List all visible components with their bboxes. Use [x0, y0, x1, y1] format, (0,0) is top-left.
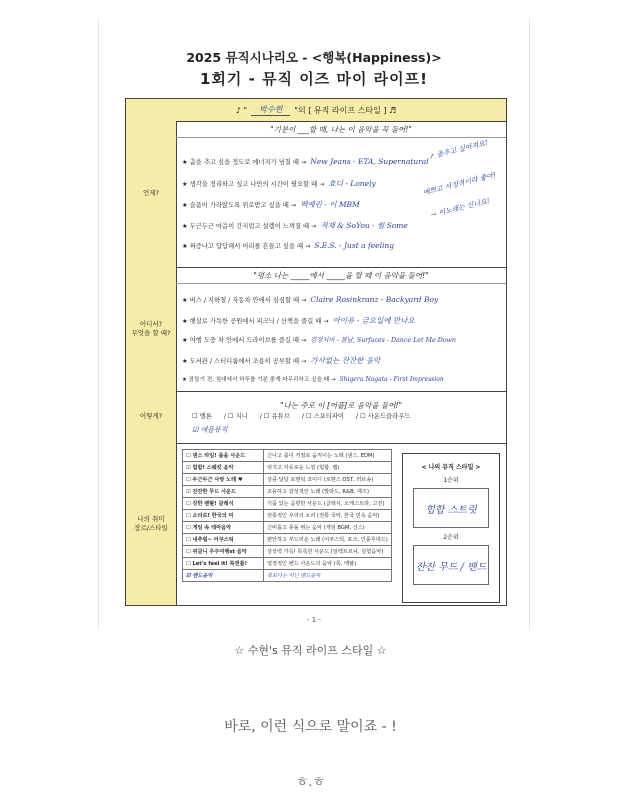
- image-caption: ☆ 수현's 뮤직 라이프 스타일 ☆: [234, 644, 387, 657]
- handwritten-answer: 백예린 - 이 MBM: [300, 200, 360, 209]
- rank2-value: 잔잔 무드 / 밴드: [413, 545, 489, 585]
- question-row: ★ 슬픔이 가라앉도록 위로받고 싶을 때 → 백예린 - 이 MBM: [182, 200, 360, 209]
- section-how: [126, 391, 506, 444]
- name-prefix: ♪ ": [235, 105, 248, 115]
- app-other-answer: ☑ 애플뮤직: [192, 426, 228, 434]
- worksheet-title: 2025 뮤직시나리오 - <행복(Happiness)>: [186, 50, 442, 65]
- question-row: ★ 잠들기 전, 침대에서 하루를 기분 좋게 마무리하고 싶을 때 → Shigeru Nagata - First Impression: [182, 376, 444, 383]
- question-row: ★ 햇살로 가득한 공원에서 피크닉 / 산책을 즐길 때 → 아이유 - 금요일에 만나요: [182, 316, 415, 325]
- handwritten-answer: 검정치마 - 봄날, Surfaces - Dance Let Me Down: [310, 337, 456, 344]
- section-prompt: "평소 나는 _____에서 _____을 할 때 이 음악을 들어!": [176, 267, 506, 284]
- genre-row: ☑ 밴드음악 록보다는 아닌 밴드음악: [183, 570, 392, 582]
- page-number: - 1 -: [307, 616, 321, 624]
- handwritten-answer: Shigeru Nagata - First Impression: [339, 376, 444, 383]
- app-option: / ☐ 유튜브: [259, 413, 290, 420]
- rank1-value: 힙합 스트릿: [413, 488, 489, 528]
- handwritten-answer: 가사없는 잔잔한 음악: [310, 356, 381, 365]
- genre-row: ☐ 소리로! 한국의 미 전통적인 우리의 소리 (전통 국악, 한국 민속 음악): [183, 510, 392, 522]
- app-option: / ☐ 지니: [223, 413, 248, 420]
- my-style-title: < 나의 뮤직 스타일 >: [421, 464, 481, 471]
- section-when: [126, 121, 506, 268]
- question-row: ★ 짜증나고 답답해서 머리를 흔들고 싶을 때 → S.E.S. - Just a feeling: [182, 241, 395, 250]
- rank1-label: 1순위: [443, 477, 459, 484]
- name-value: 박수현: [251, 104, 290, 116]
- section-prompt: "기분이 ___할 때, 나는 이 음악을 꼭 들어!": [176, 121, 506, 138]
- genre-row: ☐ 두근두근 사랑 노래 ♥ 상큼·달달 로맨틱 코미디 (로맨스 OST, 러브송): [183, 474, 392, 486]
- section-label: 언제?: [126, 121, 177, 267]
- my-music-style-box: [402, 453, 500, 603]
- app-option: / ☐ 스포티파이: [301, 413, 345, 420]
- music-lifestyle-form: [125, 98, 507, 606]
- app-option: ☐ 멜론: [192, 413, 212, 420]
- genre-row: ☑ 힙합! 스웨킷 음악 멋지고 자유로운 느낌 (힙합, 랩): [183, 462, 392, 474]
- app-options: [192, 411, 420, 420]
- handwritten-answer: 효디 - Lonely: [328, 179, 376, 188]
- genre-row: ☐ 위클니 우주여행st 음악 상상력 가득! 특특한 사운드 (일렉트로닉, 실험음악): [183, 546, 392, 558]
- section-where: [126, 267, 506, 392]
- body-text-laugh: ㅎ.ㅎ: [295, 775, 326, 790]
- handwritten-note: 예쁘고 서정적이라 좋아!: [422, 171, 497, 197]
- handwritten-answer: New Jeans - ETA, Supernatural: [310, 157, 429, 166]
- section-genre: [126, 443, 506, 605]
- genre-row: ☑ 잔잔한 무드 사운드 조용하고 감성적인 노래 (발라드, R&B, 재즈): [183, 486, 392, 498]
- handwritten-note: ↗ 춤추고 싶어져요!: [427, 138, 489, 162]
- genre-row: ☐ 게임 속 테마음악 신비롭고 몽돌 튀는 음악 (게임 BGM, 신스): [183, 522, 392, 534]
- worksheet-subtitle: 1회기 - 뮤직 이즈 마이 라이프!: [199, 70, 428, 88]
- worksheet-image: [98, 18, 530, 630]
- handwritten-answer: 적재 & SoYou - 썸 Some: [320, 221, 408, 230]
- name-suffix: "의 [ 뮤직 라이프 스타일 ] ♬: [294, 105, 397, 115]
- handwritten-note: → 이노래는 신나요!: [429, 196, 491, 220]
- question-row: ★ 여행 도중 차 안에서 드라이브를 즐길 때 → 검정치마 - 봄날, Surfaces - Dance Let Me Down: [182, 337, 456, 344]
- handwritten-answer: 아이유 - 금요일에 만나요: [332, 316, 415, 325]
- section-label: 어떻게?: [126, 391, 177, 443]
- genre-row: ☐ 댄스 타임! 몸을 사운드 신나고 몸이 저절로 움직이는 노래 (댄스, EDM): [183, 450, 392, 462]
- question-row: ★ 도서관 / 스터디룸에서 조용히 공부할 때 → 가사없는 잔잔한 음악: [182, 356, 381, 365]
- handwritten-answer: Claire Rosinkranz - Backyard Boy: [310, 295, 439, 304]
- rank2-label: 2순위: [443, 534, 459, 541]
- handwritten-answer: S.E.S. - Just a feeling: [314, 241, 395, 250]
- genre-row: ☐ 내추럴~ 어쿠스틱 편안하고 부드러운 노래 (어쿠스틱, 포크, 인플루대드): [183, 534, 392, 546]
- question-row: ★ 춤을 추고 싶을 정도로 에너지가 넘칠 때 → New Jeans - ETA, Supernatural: [182, 157, 429, 166]
- name-bar: [126, 99, 506, 122]
- genre-row: ☐ Let's feel it! 록앤롤! 열정적인 밴드 사운드의 음악 (록, 메탈): [183, 558, 392, 570]
- section-label: 나의 취미 장르/스타일: [126, 443, 177, 605]
- genre-row: ☐ 강한 밴탈! 클래식 기품 있는 음향한 사운드 (클래식, 오케스트라, 고전): [183, 498, 392, 510]
- app-option: / ☐ 사운드클라우드: [356, 413, 411, 420]
- question-row: ★ 생각을 정리하고 싶고 나만의 시간이 필요할 때 → 효디 - Lonely: [182, 179, 376, 188]
- question-row: ★ 버스 / 지하철 / 자동차 안에서 심심할 때 → Claire Rosinkranz - Backyard Boy: [182, 295, 439, 304]
- body-text: 바로, 이런 식으로 말이죠 - !: [224, 719, 397, 735]
- question-row: ★ 두근두근 마음이 간지럽고 설렘이 느껴질 때 → 적재 & SoYou - 썸 Some: [182, 221, 408, 230]
- genre-table: [182, 449, 392, 582]
- section-prompt: "나는 주로 이 [어플]로 음악을 들어!": [280, 400, 402, 410]
- section-label: 어디서? 무엇을 할 때?: [126, 267, 177, 391]
